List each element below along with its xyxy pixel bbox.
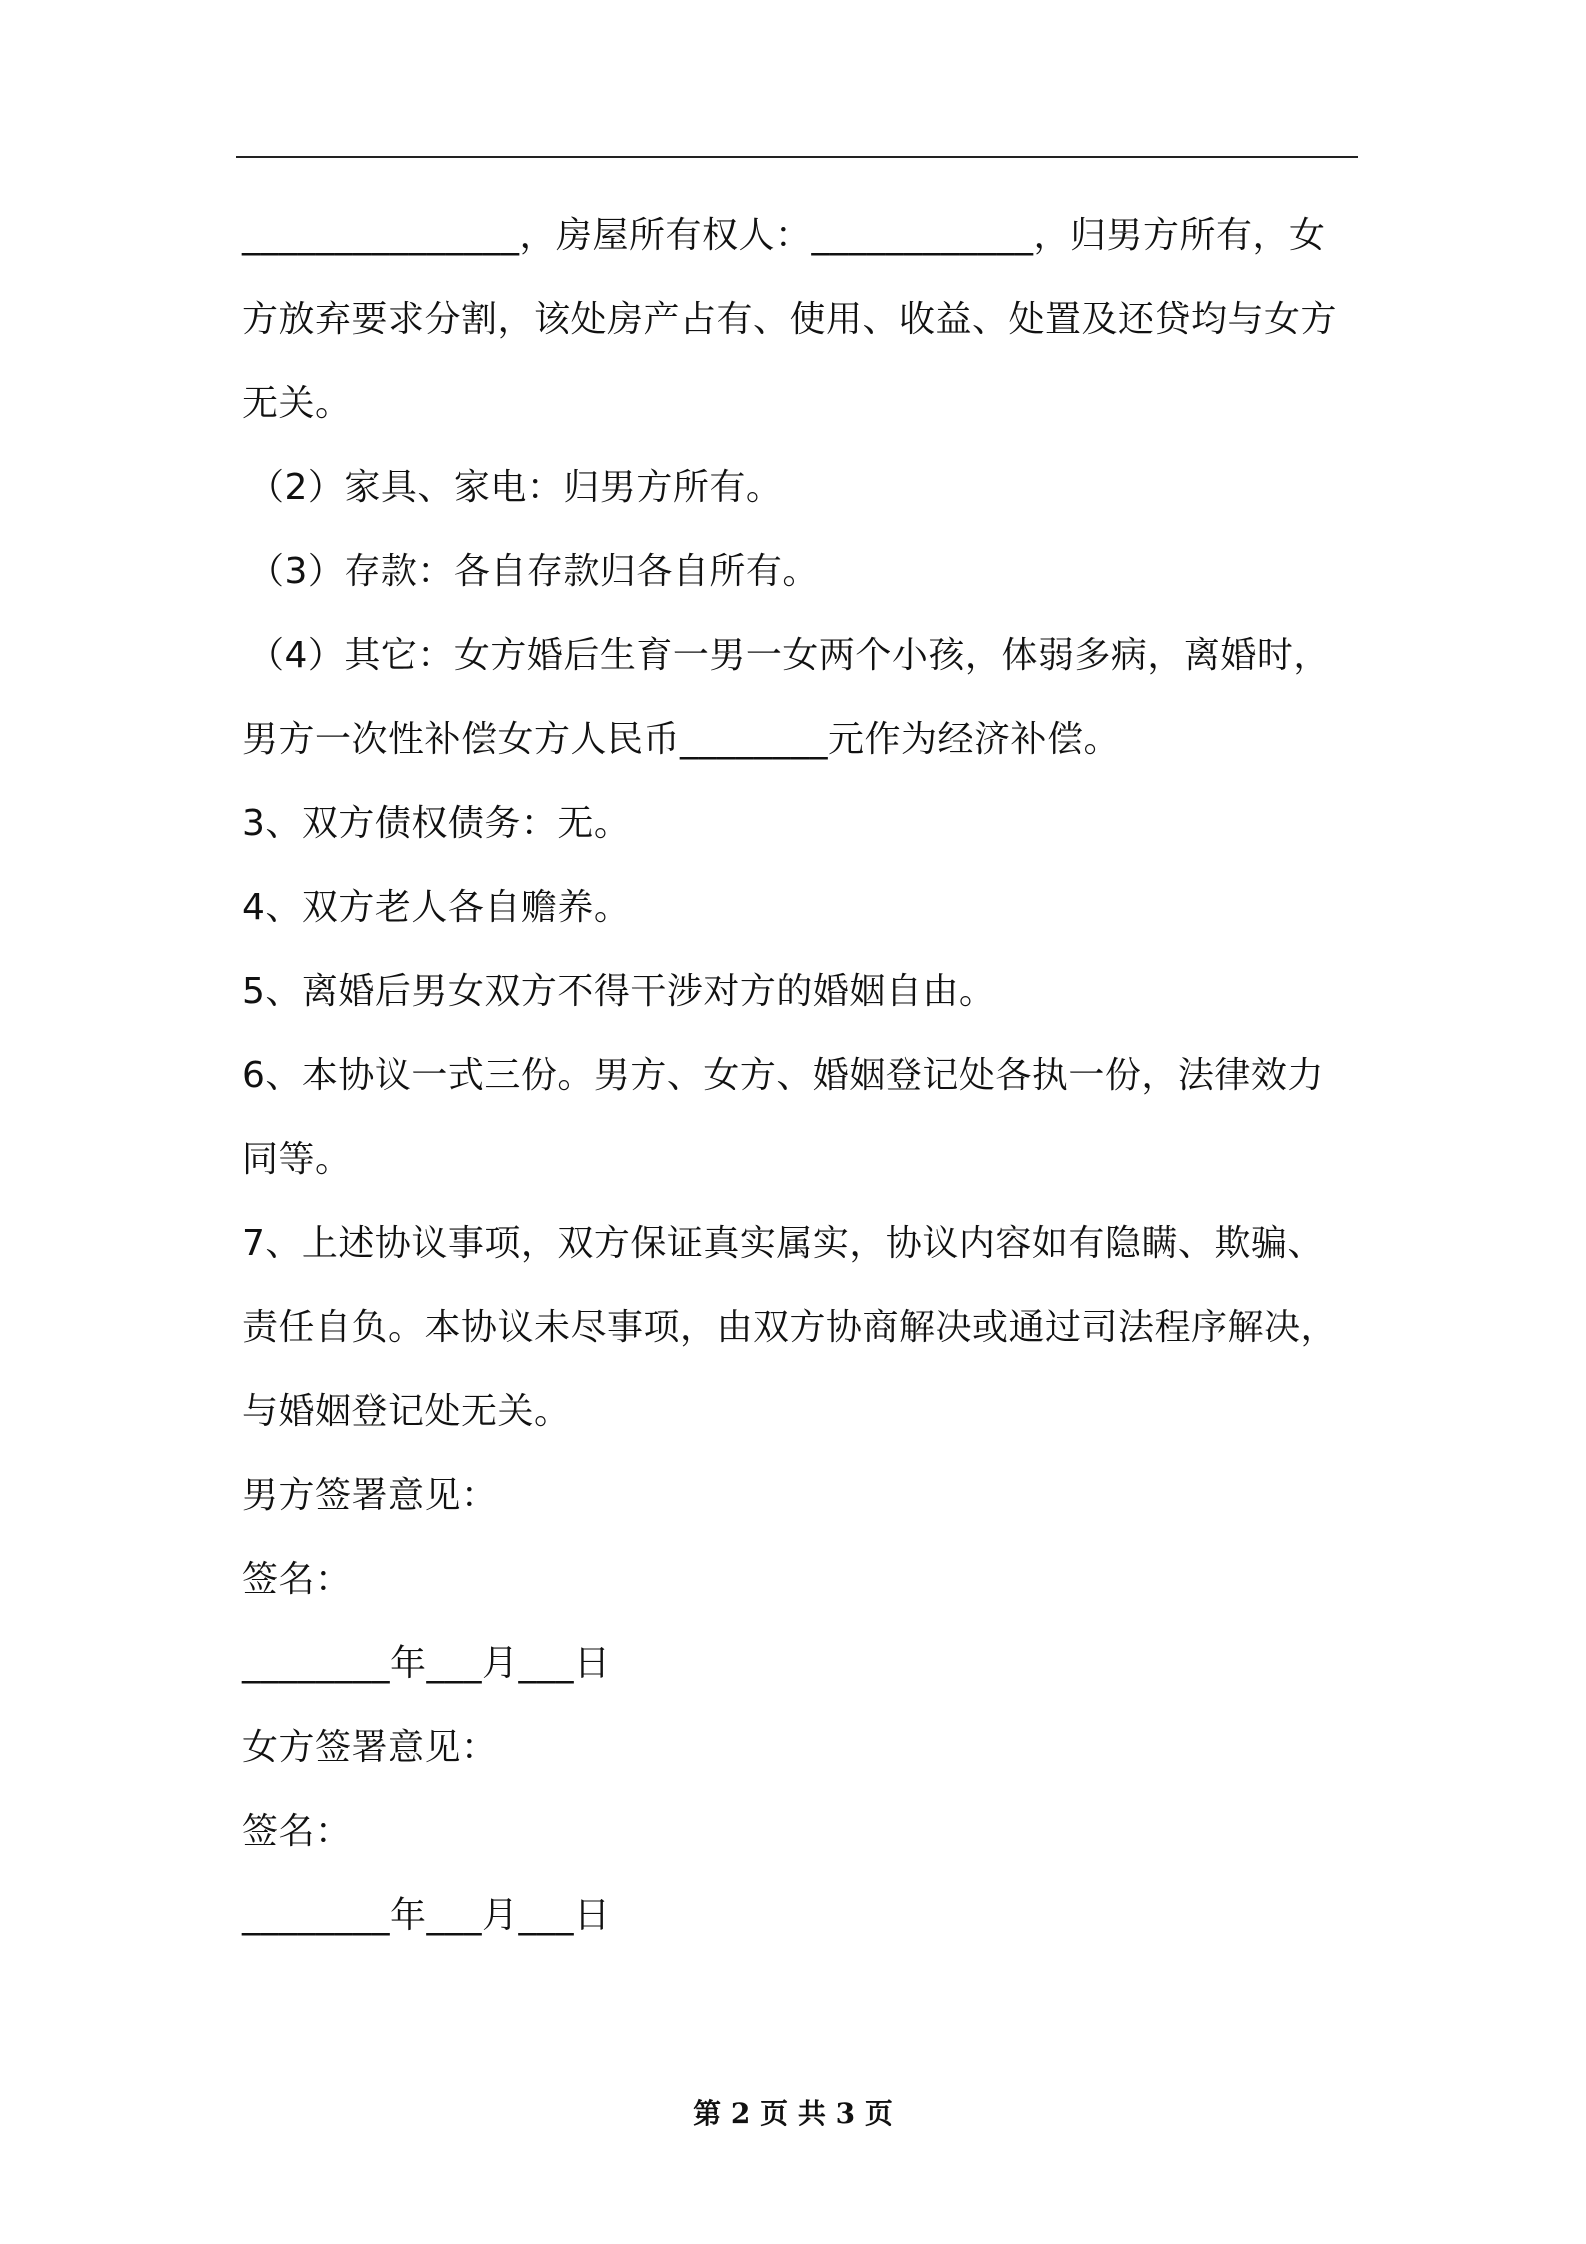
header-rule <box>236 156 1358 158</box>
body-line-property-unrelated: 无关。 <box>242 383 352 424</box>
male-opinion-label: 男方签署意见： <box>242 1475 498 1516</box>
clause-copies-cont: 同等。 <box>242 1139 352 1180</box>
body-line-property-waiver: 方放弃要求分割，该处房产占有、使用、收益、处置及还贷均与女方 <box>242 299 1338 340</box>
clause-guarantee-cont: 责任自负。本协议未尽事项，由双方协商解决或通过司法程序解决， <box>242 1307 1338 1348</box>
clause-guarantee: 7、上述协议事项，双方保证真实属实，协议内容如有隐瞒、欺骗、 <box>242 1223 1324 1264</box>
male-date-line: ________年___月___日 <box>242 1643 611 1684</box>
page-number: 第 2 页 共 3 页 <box>693 2097 893 2130</box>
clause-savings: （3）存款：各自存款归各自所有。 <box>248 551 819 592</box>
clause-copies: 6、本协议一式三份。男方、女方、婚姻登记处各执一份，法律效力 <box>242 1055 1324 1096</box>
female-signature-label: 签名： <box>242 1811 352 1852</box>
clause-elders: 4、双方老人各自赡养。 <box>242 887 631 928</box>
clause-other-compensation: 男方一次性补偿女方人民币________元作为经济补偿。 <box>242 719 1121 760</box>
female-date-line: ________年___月___日 <box>242 1895 611 1936</box>
document-body <box>242 194 1362 1958</box>
female-opinion-label: 女方签署意见： <box>242 1727 498 1768</box>
male-signature-label: 签名： <box>242 1559 352 1600</box>
clause-furniture: （2）家具、家电：归男方所有。 <box>248 467 783 508</box>
body-line-property-owner: _______________，房屋所有权人：____________，归男方所有，女 <box>242 215 1326 256</box>
clause-marriage-freedom: 5、离婚后男女双方不得干涉对方的婚姻自由。 <box>242 971 996 1012</box>
clause-guarantee-end: 与婚姻登记处无关。 <box>242 1391 571 1432</box>
clause-debts: 3、双方债权债务：无。 <box>242 803 631 844</box>
clause-other: （4）其它：女方婚后生育一男一女两个小孩，体弱多病，离婚时， <box>248 635 1330 676</box>
